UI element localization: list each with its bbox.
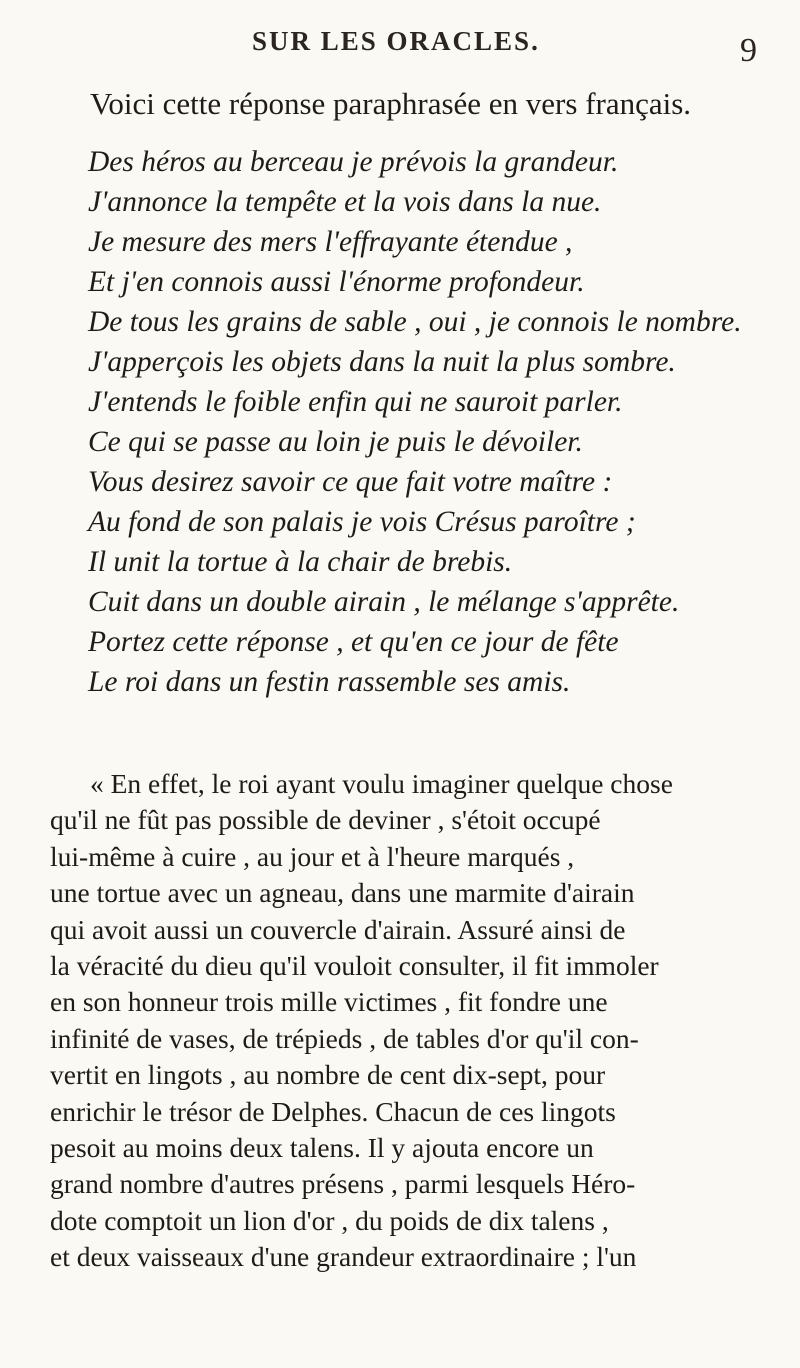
poem-line: Vous desirez savoir ce que fait votre maître :: [88, 466, 613, 498]
poem-line: J'apperçois les objets dans la nuit la plus sombre.: [88, 346, 676, 378]
poem-line: Au fond de son palais je vois Crésus paroître ;: [88, 506, 636, 538]
prose-line: et deux vaisseaux d'une grandeur extraordinaire ; l'un: [50, 1241, 637, 1273]
poem-line: Des héros au berceau je prévois la grandeur.: [88, 146, 619, 178]
prose-line: qui avoit aussi un couvercle d'airain. Assuré ainsi de: [50, 913, 626, 945]
poem-line: Il unit la tortue à la chair de brebis.: [88, 546, 513, 578]
prose-paragraph: [50, 766, 780, 1275]
prose-line: « En effet, le roi ayant voulu imaginer quelque chose: [90, 768, 673, 799]
prose-line: lui-même à cuire , au jour et à l'heure marqués ,: [50, 840, 575, 872]
prose-line: une tortue avec un agneau, dans une marmite d'airain: [50, 877, 635, 909]
running-title: SUR LES ORACLES.: [252, 26, 540, 56]
prose-line: en son honneur trois mille victimes , fit fondre une: [50, 986, 608, 1018]
prose-line: infinité de vases, de trépieds , de tables d'or qu'il con-: [50, 1022, 639, 1054]
prose-line: dote comptoit un lion d'or , du poids de dix talens ,: [50, 1204, 609, 1236]
poem-line: De tous les grains de sable , oui , je connois le nombre.: [88, 306, 742, 338]
poem-line: Ce qui se passe au loin je puis le dévoiler.: [88, 426, 583, 458]
poem-line: J'entends le foible enfin qui ne sauroit parler.: [88, 386, 623, 418]
poem-line: Cuit dans un double airain , le mélange s'apprête.: [88, 586, 680, 618]
running-head: [0, 26, 800, 69]
prose-line: qu'il ne fût pas possible de deviner , s'étoit occupé: [50, 804, 601, 836]
poem-line: Le roi dans un festin rassemble ses amis.: [88, 666, 571, 698]
poem-line: Et j'en connois aussi l'énorme profondeur.: [88, 266, 585, 298]
poem-line: Je mesure des mers l'effrayante étendue ,: [88, 226, 573, 258]
intro-sentence: Voici cette réponse paraphrasée en vers français.: [90, 86, 692, 121]
prose-line: vertit en lingots , au nombre de cent dix-sept, pour: [50, 1059, 606, 1091]
poem-line: Portez cette réponse , et qu'en ce jour de fête: [88, 626, 619, 658]
page-number: 9: [740, 32, 757, 69]
prose-line: la véracité du dieu qu'il vouloit consulter, il fit immoler: [50, 949, 659, 981]
prose-line: grand nombre d'autres présens , parmi lesquels Héro-: [50, 1168, 636, 1200]
oracle-poem: [88, 142, 798, 702]
prose-line: enrichir le trésor de Delphes. Chacun de ces lingots: [50, 1095, 616, 1127]
prose-line: pesoit au moins deux talens. Il y ajouta encore un: [50, 1131, 594, 1163]
poem-line: J'annonce la tempête et la vois dans la nue.: [88, 186, 602, 218]
